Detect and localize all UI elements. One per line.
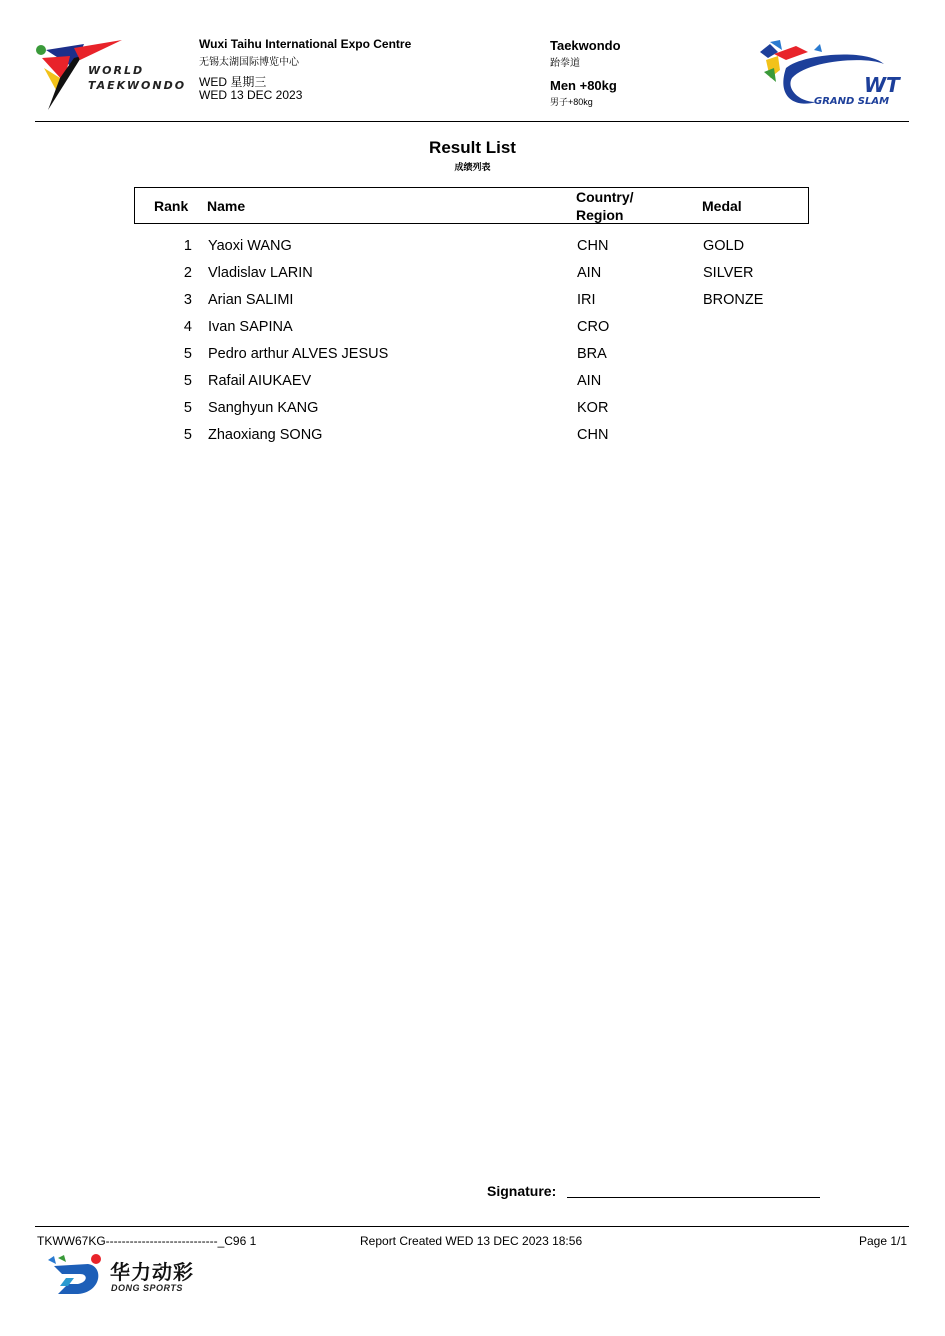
result-table-header [134,187,809,224]
country-cell: CRO [577,319,610,335]
country-cell: AIN [577,265,602,281]
column-header-country-line1: Country/ [576,189,634,205]
medal-cell: SILVER [703,265,754,281]
column-header-medal: Medal [702,198,742,214]
venue-name-cn: 无锡太湖国际博览中心 [199,57,299,68]
name-cell: Ivan SAPINA [208,319,293,335]
country-cell: IRI [577,292,596,308]
page-number: Page 1/1 [859,1234,908,1248]
signature-line [567,1197,820,1198]
table-row [134,292,809,319]
table-row [134,319,809,346]
name-cell: Rafail AIUKAEV [208,373,312,389]
rank-cell: 1 [183,238,192,254]
dong-sports-emblem-icon [44,1252,114,1298]
date-full: WED 13 DEC 2023 [199,88,303,102]
name-cell: Vladislav LARIN [208,265,313,281]
table-row [134,346,809,373]
column-header-country-line2: Region [576,207,624,223]
country-cell: KOR [577,400,609,416]
rank-cell: 5 [183,346,192,362]
logo-grand-slam-text: GRAND SLAM [814,96,890,107]
name-cell: Sanghyun KANG [208,400,319,416]
logo-wt-text: WT [864,73,900,97]
report-code: TKWW67KG----------------------------_C96 1 [37,1234,257,1248]
page-subtitle: 成绩列表 [454,162,491,172]
sport-name-cn: 跆拳道 [550,58,580,69]
sponsor-name-en: DONG SPORTS [111,1283,183,1293]
rank-cell: 5 [183,400,192,416]
column-header-rank: Rank [154,198,189,214]
header-divider [35,121,909,122]
table-row [134,238,809,265]
grand-slam-emblem-icon [756,38,914,112]
table-row [134,373,809,400]
event-name-en: Men +80kg [550,78,617,93]
rank-cell: 3 [183,292,192,308]
country-cell: CHN [577,427,609,443]
table-row [134,400,809,427]
dong-sports-logo [44,1252,114,1298]
report-created: Report Created WED 13 DEC 2023 18:56 [360,1234,583,1248]
footer-divider [35,1226,909,1227]
rank-cell: 2 [183,265,192,281]
world-taekwondo-emblem-icon [34,38,194,110]
country-cell: CHN [577,238,609,254]
date-day: WED 星期三 [199,75,267,89]
name-cell: Pedro arthur ALVES JESUS [208,346,389,362]
country-cell: AIN [577,373,602,389]
rank-cell: 4 [183,319,192,335]
grand-slam-logo [756,38,914,112]
name-cell: Arian SALIMI [208,292,294,308]
world-taekwondo-logo [34,38,194,110]
country-cell: BRA [577,346,607,362]
medal-cell: BRONZE [703,292,764,308]
logo-taekwondo-text: TAEKWONDO [88,79,187,92]
rank-cell: 5 [183,373,192,389]
sport-name-en: Taekwondo [550,38,621,53]
column-header-name: Name [207,198,246,214]
venue-name-en: Wuxi Taihu International Expo Centre [199,37,412,51]
page-title: Result List [429,138,516,157]
table-row [134,265,809,292]
event-name-cn: 男子+80kg [550,97,593,107]
table-row [134,427,809,454]
logo-world-text: WORLD [88,64,145,77]
medal-cell: GOLD [703,238,745,254]
name-cell: Yaoxi WANG [208,238,292,254]
rank-cell: 5 [183,427,192,443]
signature-label: Signature: [487,1183,557,1199]
sponsor-name-cn: 华力动彩 [110,1262,194,1284]
name-cell: Zhaoxiang SONG [208,427,323,443]
